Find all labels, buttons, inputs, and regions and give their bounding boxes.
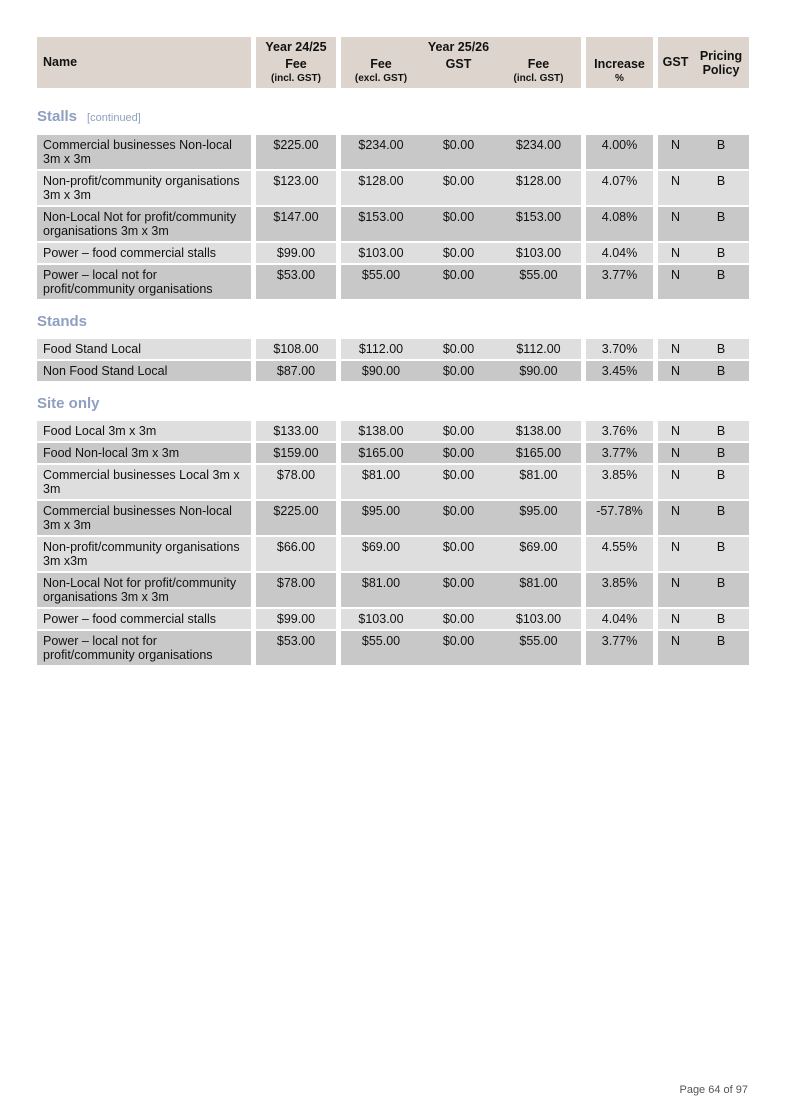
cell-increase: 3.85% — [581, 573, 653, 609]
table-row — [37, 421, 749, 443]
cell-fee-incl: $112.00 — [496, 339, 581, 361]
table-row — [37, 135, 749, 171]
header-fee-excl — [336, 37, 421, 88]
cell-gst-flag: N — [653, 265, 693, 301]
cell-fee-prev: $53.00 — [251, 265, 336, 301]
cell-increase: 3.45% — [581, 361, 653, 383]
cell-increase: -57.78% — [581, 501, 653, 537]
cell-fee-prev: $133.00 — [251, 421, 336, 443]
header-fee-label: Fee — [527, 57, 550, 71]
cell-fee-excl: $138.00 — [336, 421, 421, 443]
header-excl-gst-label: (excl. GST) — [354, 73, 408, 84]
cell-fee-excl: $103.00 — [336, 609, 421, 631]
cell-increase: 3.76% — [581, 421, 653, 443]
cell-fee-incl: $81.00 — [496, 573, 581, 609]
fee-schedule-page — [37, 37, 749, 667]
cell-name: Food Non-local 3m x 3m — [37, 443, 251, 465]
cell-increase: 3.77% — [581, 631, 653, 667]
cell-pricing-policy: B — [693, 537, 749, 573]
cell-gst: $0.00 — [421, 537, 496, 573]
cell-gst: $0.00 — [421, 243, 496, 265]
cell-gst-flag: N — [653, 465, 693, 501]
cell-fee-excl: $81.00 — [336, 573, 421, 609]
cell-fee-incl: $55.00 — [496, 265, 581, 301]
cell-name: Power – local not for profit/community organisations — [37, 265, 251, 301]
cell-name: Food Local 3m x 3m — [37, 421, 251, 443]
cell-fee-prev: $225.00 — [251, 501, 336, 537]
cell-gst-flag: N — [653, 501, 693, 537]
cell-fee-excl: $95.00 — [336, 501, 421, 537]
cell-fee-excl: $55.00 — [336, 631, 421, 667]
section-title: Stalls — [37, 108, 78, 125]
cell-fee-prev: $123.00 — [251, 171, 336, 207]
cell-fee-excl: $55.00 — [336, 265, 421, 301]
cell-fee-incl: $90.00 — [496, 361, 581, 383]
cell-gst-flag: N — [653, 609, 693, 631]
cell-fee-prev: $99.00 — [251, 609, 336, 631]
header-year-prev-label: Year 24/25 — [265, 40, 327, 54]
header-year-curr-label: Year 25/26 — [427, 40, 490, 54]
cell-increase: 4.07% — [581, 171, 653, 207]
table-row — [37, 171, 749, 207]
cell-name: Power – local not for profit/community organisations — [37, 631, 251, 667]
cell-gst-flag: N — [653, 171, 693, 207]
table-row — [37, 361, 749, 383]
cell-gst-flag: N — [653, 207, 693, 243]
cell-pricing-policy: B — [693, 207, 749, 243]
fee-table — [37, 37, 749, 667]
cell-name: Food Stand Local — [37, 339, 251, 361]
header-incl-gst-label: (incl. GST) — [513, 73, 564, 84]
header-increase-label: Increase — [594, 57, 645, 71]
cell-increase: 4.55% — [581, 537, 653, 573]
cell-fee-prev: $108.00 — [251, 339, 336, 361]
cell-gst-flag: N — [653, 537, 693, 573]
cell-increase: 3.70% — [581, 339, 653, 361]
cell-fee-excl: $165.00 — [336, 443, 421, 465]
cell-gst: $0.00 — [421, 501, 496, 537]
cell-fee-incl: $138.00 — [496, 421, 581, 443]
cell-gst: $0.00 — [421, 207, 496, 243]
cell-pricing-policy: B — [693, 339, 749, 361]
cell-gst-flag: N — [653, 361, 693, 383]
table-row — [37, 339, 749, 361]
cell-pricing-policy: B — [693, 501, 749, 537]
cell-fee-incl: $103.00 — [496, 243, 581, 265]
cell-fee-prev: $147.00 — [251, 207, 336, 243]
cell-gst-flag: N — [653, 339, 693, 361]
cell-fee-prev: $78.00 — [251, 465, 336, 501]
cell-fee-excl: $103.00 — [336, 243, 421, 265]
cell-increase: 4.04% — [581, 243, 653, 265]
cell-fee-excl: $128.00 — [336, 171, 421, 207]
header-fee-label: Fee — [370, 57, 392, 71]
cell-fee-incl: $128.00 — [496, 171, 581, 207]
cell-fee-incl: $165.00 — [496, 443, 581, 465]
table-row — [37, 465, 749, 501]
cell-gst: $0.00 — [421, 171, 496, 207]
cell-fee-incl: $234.00 — [496, 135, 581, 171]
cell-fee-prev: $159.00 — [251, 443, 336, 465]
cell-pricing-policy: B — [693, 443, 749, 465]
table-row — [37, 265, 749, 301]
cell-name: Commercial businesses Local 3m x 3m — [37, 465, 251, 501]
cell-name: Non-profit/community organisations 3m x3m — [37, 537, 251, 573]
cell-fee-incl: $95.00 — [496, 501, 581, 537]
cell-gst-flag: N — [653, 243, 693, 265]
cell-name: Power – food commercial stalls — [37, 609, 251, 631]
cell-name: Non-profit/community organisations 3m x 3m — [37, 171, 251, 207]
cell-pricing-policy: B — [693, 573, 749, 609]
cell-gst: $0.00 — [421, 631, 496, 667]
section-heading-row — [37, 88, 749, 135]
cell-pricing-policy: B — [693, 243, 749, 265]
cell-pricing-policy: B — [693, 171, 749, 207]
header-gst-label: GST — [445, 57, 472, 71]
table-row — [37, 573, 749, 609]
section-heading-row — [37, 383, 749, 421]
cell-pricing-policy: B — [693, 609, 749, 631]
cell-fee-excl: $90.00 — [336, 361, 421, 383]
table-row — [37, 631, 749, 667]
cell-fee-prev: $87.00 — [251, 361, 336, 383]
cell-gst: $0.00 — [421, 265, 496, 301]
cell-pricing-policy: B — [693, 265, 749, 301]
header-percent-label: % — [615, 73, 624, 84]
header-gst — [421, 37, 496, 88]
cell-fee-incl: $69.00 — [496, 537, 581, 573]
cell-fee-excl: $112.00 — [336, 339, 421, 361]
header-fee-label: Fee — [285, 57, 307, 71]
cell-gst-flag: N — [653, 421, 693, 443]
cell-increase: 3.77% — [581, 265, 653, 301]
cell-pricing-policy: B — [693, 465, 749, 501]
header-pricing-policy — [693, 37, 749, 88]
cell-pricing-policy: B — [693, 361, 749, 383]
cell-increase: 4.08% — [581, 207, 653, 243]
cell-name: Commercial businesses Non-local 3m x 3m — [37, 501, 251, 537]
cell-gst: $0.00 — [421, 465, 496, 501]
cell-fee-excl: $153.00 — [336, 207, 421, 243]
cell-gst-flag: N — [653, 573, 693, 609]
cell-gst: $0.00 — [421, 609, 496, 631]
cell-fee-incl: $153.00 — [496, 207, 581, 243]
table-row — [37, 443, 749, 465]
cell-increase: 3.77% — [581, 443, 653, 465]
cell-gst-flag: N — [653, 135, 693, 171]
cell-fee-prev: $53.00 — [251, 631, 336, 667]
table-row — [37, 609, 749, 631]
cell-name: Power – food commercial stalls — [37, 243, 251, 265]
table-row — [37, 537, 749, 573]
header-name-label: Name — [43, 55, 78, 69]
table-body — [37, 88, 749, 667]
cell-fee-prev: $225.00 — [251, 135, 336, 171]
header-pricing-label: Pricing — [699, 49, 743, 63]
cell-gst: $0.00 — [421, 361, 496, 383]
cell-fee-prev: $78.00 — [251, 573, 336, 609]
cell-gst: $0.00 — [421, 573, 496, 609]
section-title: Stands — [37, 313, 88, 330]
cell-gst: $0.00 — [421, 339, 496, 361]
cell-increase: 3.85% — [581, 465, 653, 501]
section-continued-note: [continued] — [87, 112, 141, 124]
header-name — [37, 37, 251, 88]
cell-name: Non Food Stand Local — [37, 361, 251, 383]
cell-increase: 4.04% — [581, 609, 653, 631]
cell-increase: 4.00% — [581, 135, 653, 171]
table-row — [37, 501, 749, 537]
cell-fee-prev: $66.00 — [251, 537, 336, 573]
header-gst-flag-label: GST — [662, 55, 689, 69]
page-number: Page 64 of 97 — [679, 1084, 748, 1096]
cell-gst: $0.00 — [421, 443, 496, 465]
header-incl-gst-label: (incl. GST) — [271, 73, 321, 84]
cell-name: Non-Local Not for profit/community organisations 3m x 3m — [37, 207, 251, 243]
cell-fee-prev: $99.00 — [251, 243, 336, 265]
cell-fee-incl: $103.00 — [496, 609, 581, 631]
header-gst-flag — [653, 37, 693, 88]
header-policy-label: Policy — [702, 63, 740, 77]
cell-name: Non-Local Not for profit/community organisations 3m x 3m — [37, 573, 251, 609]
cell-gst-flag: N — [653, 631, 693, 667]
cell-name: Commercial businesses Non-local 3m x 3m — [37, 135, 251, 171]
cell-fee-incl: $81.00 — [496, 465, 581, 501]
table-header — [37, 37, 749, 88]
cell-pricing-policy: B — [693, 421, 749, 443]
section-heading-row — [37, 301, 749, 339]
header-year-prev-fee — [251, 37, 336, 88]
cell-fee-excl: $234.00 — [336, 135, 421, 171]
section-title: Site only — [37, 395, 100, 412]
table-row — [37, 243, 749, 265]
cell-gst-flag: N — [653, 443, 693, 465]
cell-gst: $0.00 — [421, 135, 496, 171]
cell-pricing-policy: B — [693, 631, 749, 667]
table-row — [37, 207, 749, 243]
cell-pricing-policy: B — [693, 135, 749, 171]
header-increase — [581, 37, 653, 88]
cell-gst: $0.00 — [421, 421, 496, 443]
cell-fee-incl: $55.00 — [496, 631, 581, 667]
header-fee-incl — [496, 37, 581, 88]
cell-fee-excl: $81.00 — [336, 465, 421, 501]
cell-fee-excl: $69.00 — [336, 537, 421, 573]
